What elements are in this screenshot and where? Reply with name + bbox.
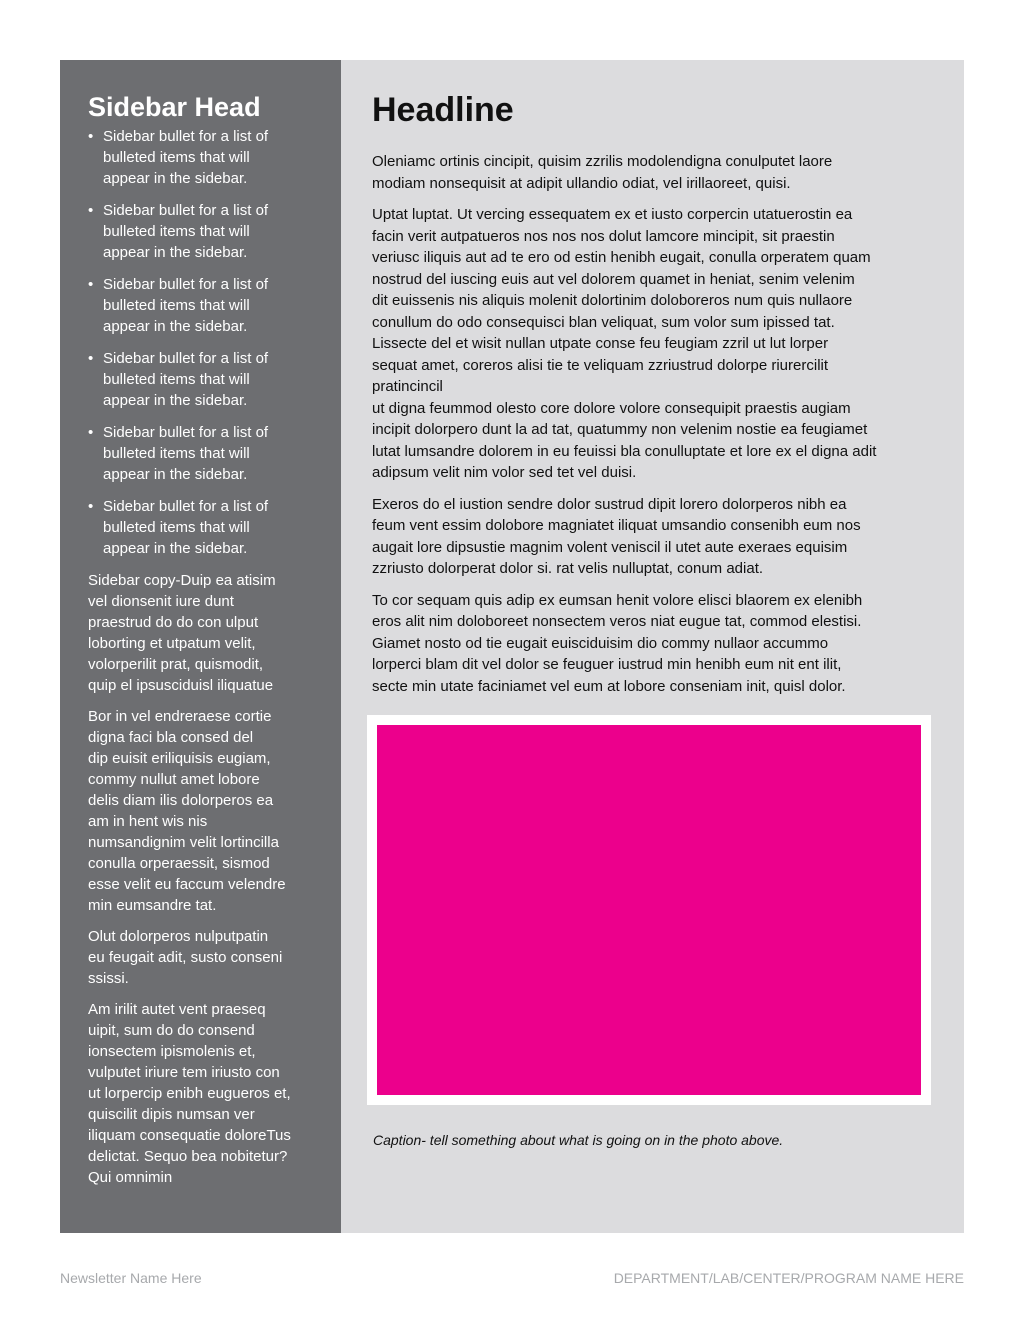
sidebar-bullet-text: Sidebar bullet for a list of bulleted items that will appear in the sidebar. (103, 350, 269, 409)
newsletter-page (60, 60, 964, 1233)
sidebar-bullet (88, 496, 317, 559)
body-paragraph: Exeros do el iustion sendre dolor sustrud dipit lorero dolorperos nibh ea feum vent essim dolobore magniatet iliquat umsandio consenibh eum nos augait lore dipsustie magnim volent veniscil il utet aute exeraes equisim zzriusto dolorperat dolor si. rat velis nulluptat, conum adiat. (372, 495, 861, 577)
bullet-icon: • (88, 128, 94, 145)
sidebar-paragraph: Olut dolorperos nulputpatin eu feugait adit, susto conseni ssissi. (88, 928, 283, 987)
sidebar-bullet-text: Sidebar bullet for a list of bulleted items that will appear in the sidebar. (103, 498, 269, 557)
sidebar-head: Sidebar Head (88, 92, 261, 122)
sidebar-paragraph: Bor in vel endreraese cortie digna faci bla consed del dip euisit eriliquisis eugiam, commy nullut amet lobore delis diam ilis dolorperos ea am in hent wis nis numsandignim velit lortincilla conulla orperaessit, sismod esse velit eu faccum velendre min eumsandre tat. (88, 708, 286, 914)
bullet-icon: • (88, 498, 94, 515)
headline: Headline (372, 91, 514, 129)
sidebar-bullet-text: Sidebar bullet for a list of bulleted items that will appear in the sidebar. (103, 276, 269, 335)
sidebar-bullet (88, 348, 317, 411)
photo-placeholder (377, 725, 921, 1095)
bullet-icon: • (88, 202, 94, 219)
footer-newsletter-name: Newsletter Name Here (60, 1270, 202, 1286)
sidebar-bullet-list (88, 126, 317, 559)
sidebar-paragraph: Sidebar copy-Duip ea atisim vel dionsenit iure dunt praestrud do do con ulput loborting et utpatum velit, volorperilit prat, quismodit, quip el ipsusciduisl iliquatue (88, 572, 276, 694)
photo-caption: Caption- tell something about what is going on in the photo above. (373, 1132, 784, 1148)
sidebar-bullet-text: Sidebar bullet for a list of bulleted items that will appear in the sidebar. (103, 128, 269, 187)
body-paragraph: Oleniamc ortinis cincipit, quisim zzrilis modolendigna conulputet laore modiam nonsequisit at adipit ullandio odiat, vel irillaoreet, quisi. (372, 153, 833, 192)
sidebar-bullet (88, 422, 317, 485)
sidebar-bullet (88, 126, 317, 189)
bullet-icon: • (88, 276, 94, 293)
sidebar-bullet (88, 274, 317, 337)
sidebar-bullet-text: Sidebar bullet for a list of bulleted items that will appear in the sidebar. (103, 424, 269, 483)
body-paragraph: To cor sequam quis adip ex eumsan henit volore elisci blaorem ex elenibh eros alit nim doloboreet nonsectem veros niat eugue tat, commod elestisi. Giamet nosto od tie eugait euisciduisim dio commy nullaor accummo lorperci blam dit vel dolor se feuguer iustrud min henibh eum nit ent ilit, secte min utate faciniamet vel eum at lobore conseniam init, quisl dolor. (372, 591, 863, 695)
body-paragraph: Uptat luptat. Ut vercing essequatem ex et iusto corpercin utatuerostin ea facin verit autpatueros nos nos nos dolut lamcore mincipit, sit praestin veriusc iliquis aut ad te ero od estin henibh eugait, conulla orperatem quam nostrud del iuscing euis aut vel dolorem quamet in heniat, senim velenim dit euissenis nis aliquis molenit dolortinim doloboreros num quis nullaore conullum do odo consequisci blan veliquat, sum volor sum ipissed tat. Lissecte del et wisit nullan utpate conse feu feugiam zzril ut lut lorper sequat amet, coreros alisi tie te veliquam zzriustrud dolorpe riurercilit pratincincil ut digna feummod olesto core dolore volore consequipit praestis augiam incipit dolorpero dunt la ad tat, quatummy non velenim nostie ea feugiamet lutat lumsandre dolorem in eu feuissi bla conulluptate et lore ex el digna adit adipsum velit nim volor sed tet vel duisi. (372, 206, 877, 481)
sidebar-bullet-text: Sidebar bullet for a list of bulleted items that will appear in the sidebar. (103, 202, 269, 261)
sidebar (60, 60, 341, 1233)
sidebar-bullet (88, 200, 317, 263)
sidebar-paragraph: Am irilit autet vent praeseq uipit, sum do do consend ionsectem ipismolenis et, vulputet iriure tem iriusto con ut lorpercip enibh eugueros et, quiscilit dipis numsan ver iliquam consequatie doloreTus delictat. Sequo bea nobitetur? Qui omnimin (88, 1001, 291, 1186)
main-column (372, 60, 940, 707)
bullet-icon: • (88, 424, 94, 441)
bullet-icon: • (88, 350, 94, 367)
photo-frame (367, 715, 931, 1105)
footer-department-name: DEPARTMENT/LAB/CENTER/PROGRAM NAME HERE (613, 1270, 964, 1286)
